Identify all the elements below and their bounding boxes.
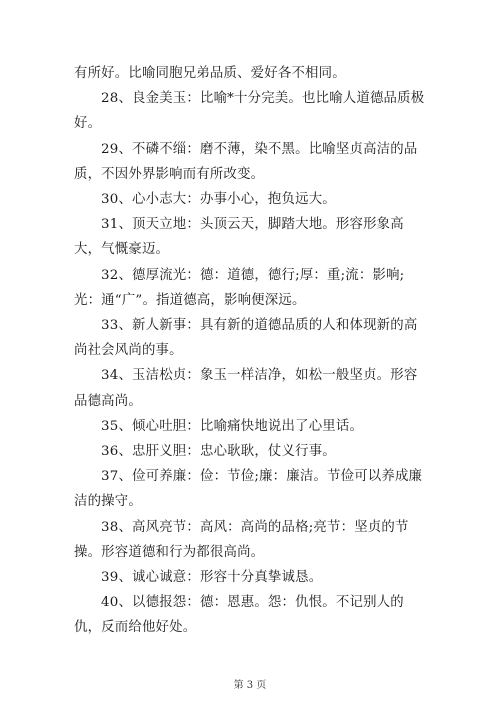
paragraph-idiom-40: 40、以德报怨：德：恩惠。怨：仇恨。不记别人的仇，反而给他好处。 [74, 595, 404, 636]
paragraph-idiom-36: 36、忠肝义胆：忠心耿耿，仗义行事。 [101, 444, 336, 460]
paragraph-idiom-39: 39、诚心诚意：形容十分真挚诚恳。 [101, 570, 323, 586]
paragraph-idiom-28: 28、良金美玉：比喻*十分完美。也比喻人道德品质极好。 [74, 91, 425, 132]
paragraph-idiom-33: 33、新人新事：具有新的道德品质的人和体现新的高尚社会风尚的事。 [74, 318, 418, 359]
paragraph-idiom-31: 31、顶天立地：头顶云天，脚踏大地。形容形象高大，气慨豪迈。 [74, 217, 404, 258]
paragraph-idiom-32: 32、德厚流光：德：道德，德行;厚：重;流：影响;光：通“广”。指道德高，影响便深远。 [74, 267, 405, 308]
paragraph-idiom-35: 35、倾心吐胆：比喻痛快地说出了心里话。 [101, 418, 364, 434]
paragraph-continuation: 有所好。比喻同胞兄弟品质、爱好各不相同。 [74, 66, 346, 81]
paragraph-idiom-34: 34、玉洁松贞：象玉一样洁净，如松一般坚贞。形容品德高尚。 [74, 368, 418, 409]
paragraph-idiom-38: 38、高风亮节：高风：高尚的品格;亮节：坚贞的节操。形容道德和行为都很高尚。 [74, 519, 409, 560]
paragraph-idiom-29: 29、不磷不缁：磨不薄，染不黑。比喻坚贞高洁的品质，不因外界影响而有所改变。 [74, 141, 418, 182]
paragraph-idiom-37: 37、俭可养廉：俭：节俭;廉：廉洁。节俭可以养成廉洁的操守。 [74, 469, 423, 510]
page-number: 第 3 页 [233, 680, 267, 691]
document-body [74, 61, 430, 641]
paragraph-idiom-30: 30、心小志大：办事小心，抱负远大。 [101, 192, 336, 208]
